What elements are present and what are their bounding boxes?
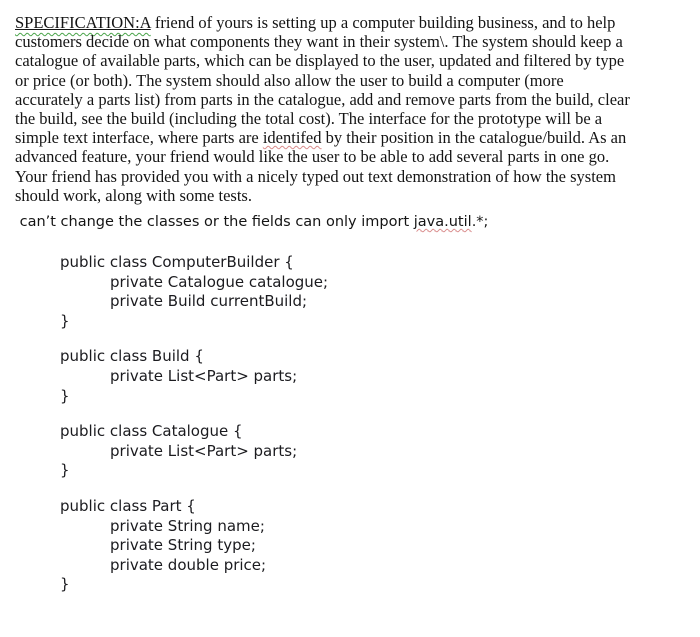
code-line: public class ComputerBuilder { [60,253,294,272]
code-block-catalogue [60,422,680,481]
misspelled-word: identifed [262,128,322,148]
code-line: } [60,386,70,405]
paragraph-line-10: should work, along with some tests. [15,185,252,205]
code-line: public class Catalogue { [60,422,243,441]
paragraph-line-6: the build, see the build (including the total cost). The interface for the prototype will be a [15,109,603,129]
paragraph-line-3: catalogue of available parts, which can be displayed to the user, updated and filtered by type [15,51,625,71]
paragraph-line-9: Your friend has provided you with a nicely typed out text demonstration of how the system [15,166,616,186]
code-line: public class Build { [60,347,204,366]
paragraph-line-7-post: by their position in the catalogue/build. As an [321,128,627,148]
code-line: private String name; [110,516,265,535]
flagged-import-name: java.util [413,214,472,231]
code-line: private Catalogue catalogue; [110,272,329,291]
paragraph-line-7-pre: simple text interface, where parts are [15,128,263,148]
code-line: private List<Part> parts; [110,367,298,385]
code-line: private List<Part> parts; [110,441,298,460]
paragraph-line-2: customers decide on what components they want in their system\. The system should keep a [15,32,623,52]
code-block-computerbuilder [60,253,680,331]
paragraph-line-1-rest: friend of yours is setting up a computer building business, and to help [150,13,616,32]
code-line: } [60,575,70,594]
code-line: } [60,311,70,330]
paragraph-line-7 [15,128,680,147]
specification-paragraph [15,13,680,205]
code-block-part [60,497,680,595]
constraint-note-line [15,212,680,232]
specification-term-text: SPECIFICATION:A [15,13,151,32]
paragraph-line-1 [15,13,680,32]
code-line: private double price; [110,555,267,574]
code-section [60,253,680,595]
paragraph-line-5: accurately a parts list) from parts in the catalogue, add and remove parts from the build, clear [15,89,630,109]
code-line: } [60,461,70,480]
code-line: private String type; [110,536,256,555]
paragraph-line-4: or price (or both). The system should also allow the user to build a computer (more [15,70,564,90]
constraint-note-post: .*; [471,214,489,231]
constraint-note-pre: can’t change the classes or the fields can only import [15,214,414,231]
paragraph-line-8: advanced feature, your friend would like the user to be able to add several parts in one go. [15,147,610,167]
code-line: public class Part { [60,496,196,515]
specification-term [15,13,151,32]
code-block-build [60,347,680,406]
code-line: private Build currentBuild; [110,292,308,311]
